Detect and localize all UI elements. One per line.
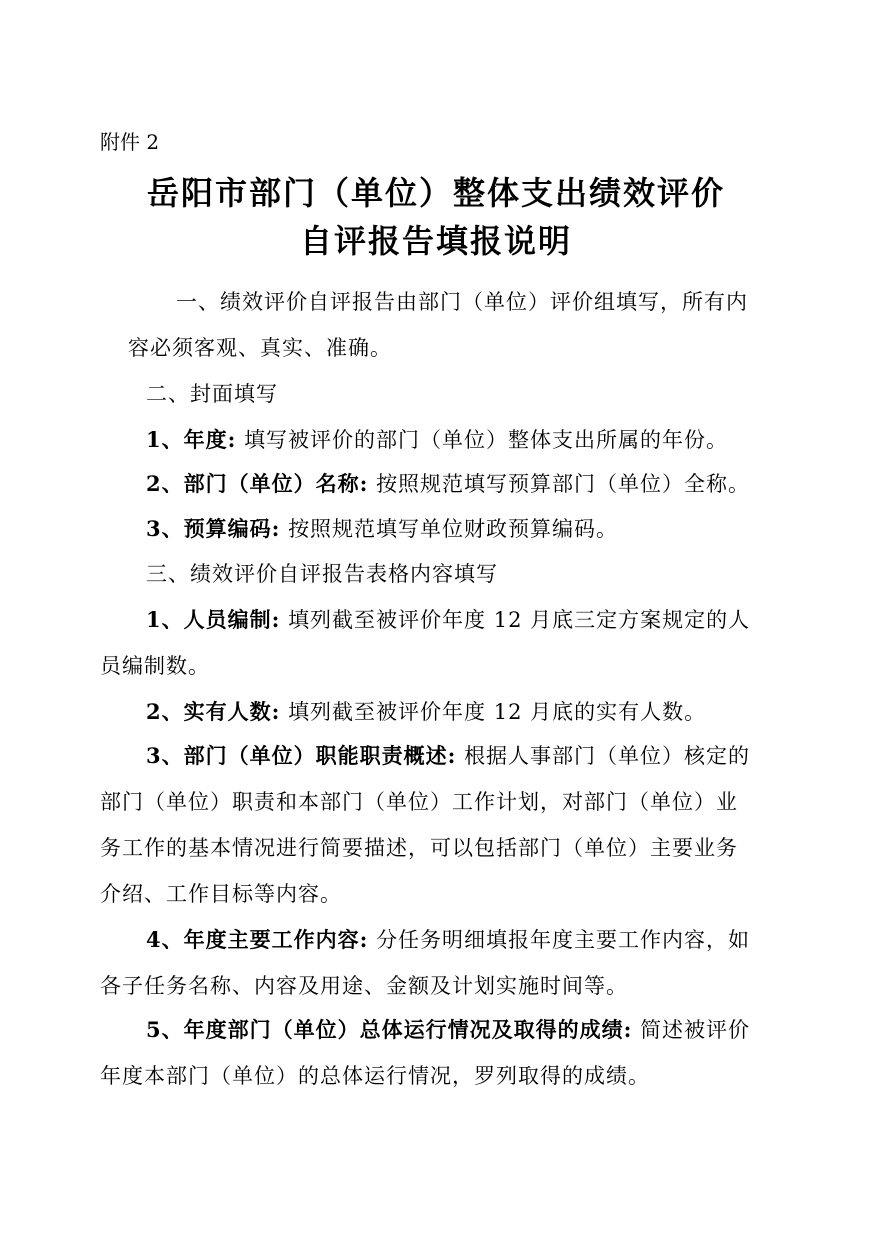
item-text-cont: 年度本部门（单位）的总体运行情况，罗列取得的成绩。 <box>100 1064 650 1088</box>
item-text: 填列截至被评价年度 12 月底的实有人数。 <box>288 700 707 724</box>
intro-line-1: 一、绩效评价自评报告由部门（单位）评价组填写，所有内 <box>176 290 748 314</box>
item-label: 3、预算编码: <box>146 516 281 541</box>
item-text-cont: 员编制数。 <box>100 654 210 678</box>
item-text: 填写被评价的部门（单位）整体支出所属的年份。 <box>244 428 729 452</box>
item-label: 1、人员编制: <box>146 607 281 632</box>
item-label: 5、年度部门（单位）总体运行情况及取得的成绩: <box>146 1017 633 1042</box>
table-item-main-work <box>146 926 750 954</box>
cover-item-year <box>146 426 728 454</box>
table-item-actual-headcount <box>146 698 706 726</box>
page-title-line-1: 岳阳市部门（单位）整体支出绩效评价 <box>146 174 725 212</box>
item-label: 2、部门（单位）名称: <box>146 471 369 496</box>
item-text: 填列截至被评价年度 12 月底三定方案规定的人 <box>288 608 751 632</box>
page-title-line-2: 自评报告填报说明 <box>299 222 572 260</box>
item-text: 根据人事部门（单位）核定的 <box>464 744 751 768</box>
table-item-duties-overview <box>146 742 750 770</box>
cover-item-dept-name <box>146 470 750 498</box>
cover-item-budget-code <box>146 515 618 543</box>
table-item-staffing <box>146 606 750 634</box>
item-text: 按照规范填写单位财政预算编码。 <box>288 517 619 541</box>
item-text: 分任务明细填报年度主要工作内容，如 <box>376 928 751 952</box>
section-2-heading: 二、封面填写 <box>146 382 278 406</box>
item-text-cont: 各子任务名称、内容及用途、金额及计划实施时间等。 <box>100 974 628 998</box>
item-label: 3、部门（单位）职能职责概述: <box>146 743 457 768</box>
table-item-overall-operation <box>146 1016 750 1044</box>
attachment-label: 附件 2 <box>100 130 160 154</box>
item-text-cont: 部门（单位）职责和本部门（单位）工作计划，对部门（单位）业 <box>100 790 738 814</box>
item-text: 按照规范填写预算部门（单位）全称。 <box>376 472 751 496</box>
item-label: 4、年度主要工作内容: <box>146 927 369 952</box>
item-label: 2、实有人数: <box>146 699 281 724</box>
item-text-cont: 介绍、工作目标等内容。 <box>100 882 342 906</box>
intro-line-2: 容必须客观、真实、准确。 <box>128 336 392 360</box>
section-3-heading: 三、绩效评价自评报告表格内容填写 <box>146 562 498 586</box>
item-text: 简述被评价 <box>640 1018 751 1042</box>
item-label: 1、年度: <box>146 427 237 452</box>
item-text-cont: 务工作的基本情况进行简要描述，可以包括部门（单位）主要业务 <box>100 836 738 860</box>
